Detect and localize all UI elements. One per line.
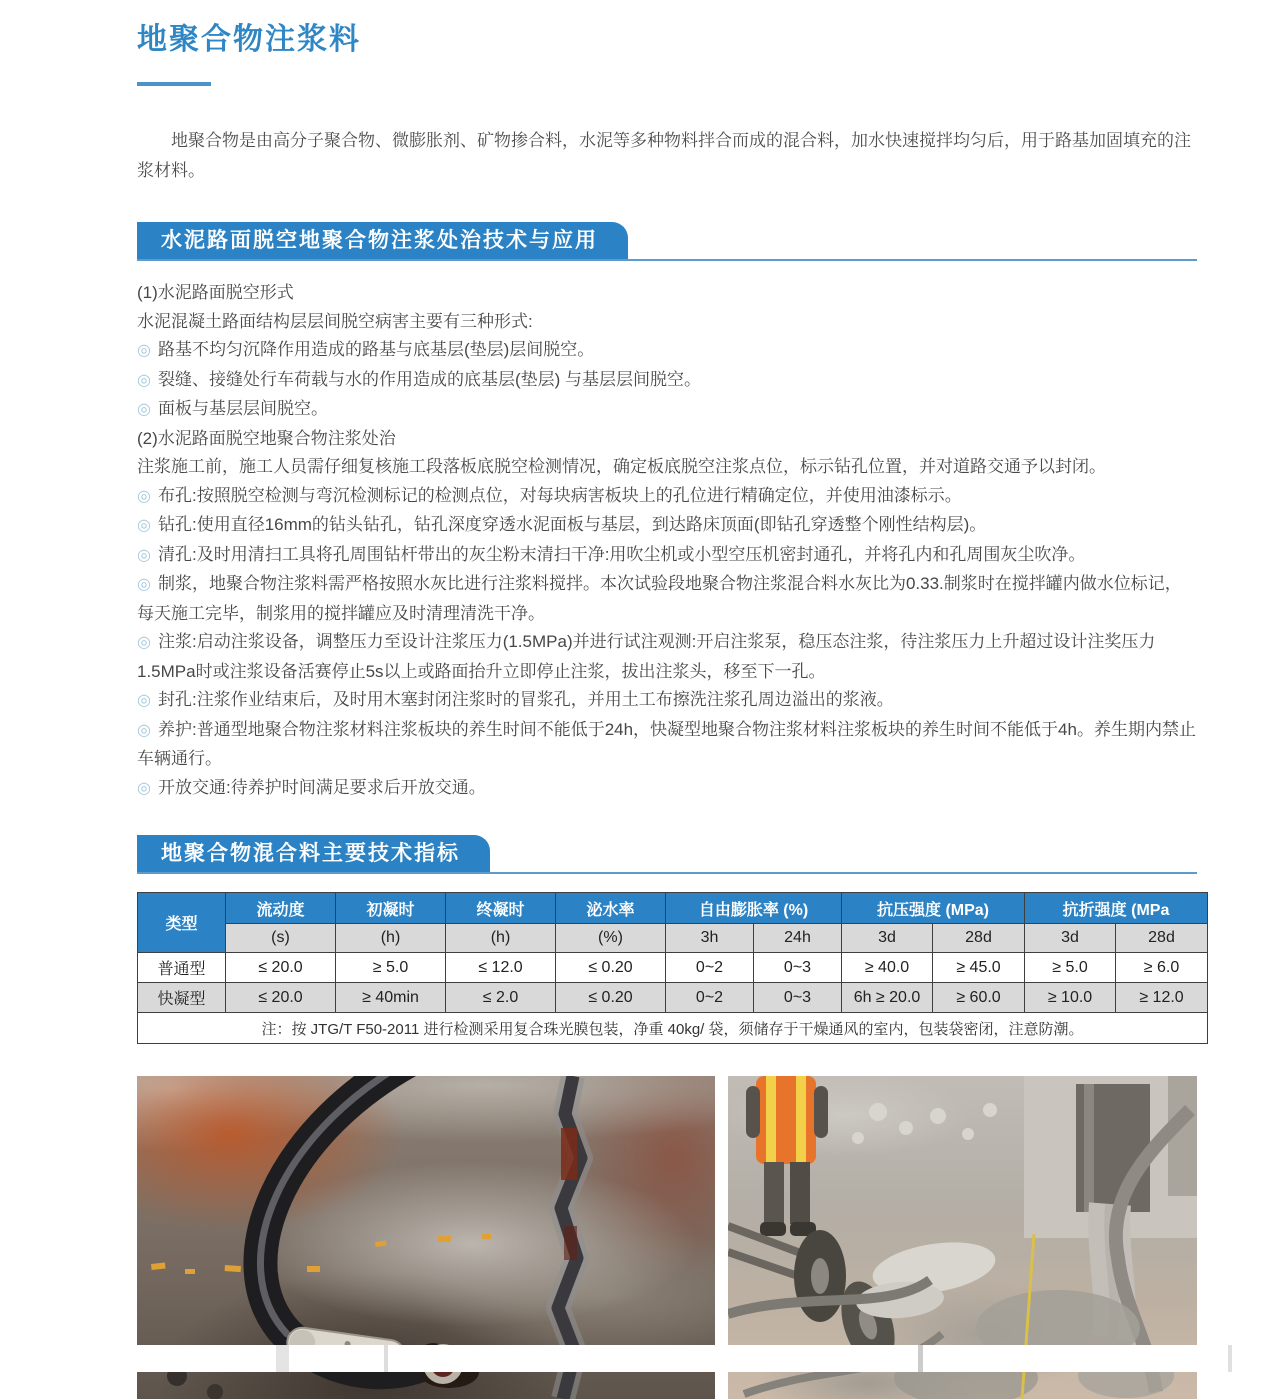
table-cell: 0~3 bbox=[754, 983, 842, 1013]
section1-banner-rule bbox=[137, 224, 1197, 261]
ring-bullet-icon: ◎ bbox=[137, 371, 151, 389]
section1-body bbox=[137, 279, 1197, 803]
title-underline-dash bbox=[137, 82, 211, 86]
table-unit-cell: 3h bbox=[666, 924, 754, 953]
table-cell: 6h ≥ 20.0 bbox=[842, 983, 933, 1013]
ring-bullet-icon: ◎ bbox=[137, 546, 151, 564]
bullet-paragraph: ◎ 开放交通:待养护时间满足要求后开放交通。 bbox=[137, 777, 486, 797]
bullet-paragraph: ◎ 清孔:及时用清扫工具将孔周围钻杆带出的灰尘粉末清扫干净:用吹尘机或小型空压机密封通孔，并将孔内和孔周围灰尘吹净。 bbox=[137, 544, 1086, 564]
bullet-paragraph: ◎ 路基不均匀沉降作用造成的路基与底基层(垫层)层间脱空。 bbox=[137, 340, 595, 359]
table-unit-cell: 28d bbox=[1116, 924, 1208, 953]
table-cell: ≥ 12.0 bbox=[1116, 983, 1208, 1013]
table-cell: ≥ 45.0 bbox=[933, 953, 1025, 983]
table-header-cell: 泌水率 bbox=[556, 893, 666, 924]
table-row-rapid-setting-type bbox=[138, 983, 1208, 1013]
table-unit-cell: (s) bbox=[226, 924, 336, 953]
row-label: 普通型 bbox=[138, 953, 226, 983]
table-unit-cell: 3d bbox=[1025, 924, 1116, 953]
table-cell: 0~2 bbox=[666, 953, 754, 983]
table-note: 注：按 JTG/T F50-2011 进行检测采用复合珠光膜包装，净重 40kg/ 袋，须储存于干燥通风的室内，包装袋密闭，注意防潮。 bbox=[138, 1013, 1208, 1044]
table-header-cell: 自由膨胀率 (%) bbox=[666, 893, 842, 924]
bullet-paragraph: ◎ 面板与基层层间脱空。 bbox=[137, 399, 328, 418]
ring-bullet-icon: ◎ bbox=[137, 487, 151, 505]
table-note-row bbox=[138, 1013, 1208, 1044]
table-cell: ≤ 12.0 bbox=[446, 953, 556, 983]
table-cell: 0~3 bbox=[754, 953, 842, 983]
cutoff-artifact bbox=[918, 1345, 923, 1372]
table-cell: ≤ 0.20 bbox=[556, 953, 666, 983]
table-unit-cell: (h) bbox=[336, 924, 446, 953]
bullet-paragraph: ◎ 养护:普通型地聚合物注浆材料注浆板块的养生时间不能低于24h，快凝型地聚合物注浆材料注浆板块的养生时间不能低于4h。养生期内禁止车辆通行。 bbox=[137, 719, 1196, 768]
table-cell: ≥ 5.0 bbox=[336, 953, 446, 983]
ring-bullet-icon: ◎ bbox=[137, 576, 151, 593]
bullet-paragraph: ◎ 裂缝、接缝处行车荷载与水的作用造成的底基层(垫层) 与基层层间脱空。 bbox=[137, 369, 702, 389]
bullet-paragraph: ◎ 布孔:按照脱空检测与弯沉检测标记的检测点位，对每块病害板块上的孔位进行精确定位，并使用油漆标示。 bbox=[137, 485, 962, 505]
table-cell: ≤ 2.0 bbox=[446, 983, 556, 1013]
page-title: 地聚合物注浆料 bbox=[137, 23, 361, 56]
table-header-cell: 终凝时 bbox=[446, 893, 556, 924]
ring-bullet-icon: ◎ bbox=[137, 517, 151, 534]
body-paragraph: 注浆施工前，施工人员需仔细复核施工段落板底脱空检测情况，确定板底脱空注浆点位，标示钻孔位置，并对道路交通予以封闭。 bbox=[137, 457, 1106, 476]
page-bottom-strip bbox=[0, 1345, 1280, 1372]
bullet-paragraph: ◎ 制浆，地聚合物注浆料需严格按照水灰比进行注浆料搅拌。本次试验段地聚合物注浆混合料水灰比为0.33.制浆时在搅拌罐内做水位标记，每天施工完毕，制浆用的搅拌罐应及时清理清洗干净。 bbox=[137, 574, 1182, 623]
table-cell: ≤ 20.0 bbox=[226, 983, 336, 1013]
cutoff-artifact bbox=[276, 1345, 289, 1372]
table-cell: ≥ 40min bbox=[336, 983, 446, 1013]
table-cell: ≤ 0.20 bbox=[556, 983, 666, 1013]
ring-bullet-icon: ◎ bbox=[137, 401, 151, 418]
table-header-type: 类型 bbox=[138, 893, 226, 953]
ring-bullet-icon: ◎ bbox=[137, 779, 151, 797]
section2-heading-banner: 地聚合物混合料主要技术指标 bbox=[137, 835, 490, 872]
cutoff-artifact bbox=[1228, 1345, 1232, 1372]
page-content bbox=[137, 0, 1197, 1399]
table-cell: 0~2 bbox=[666, 983, 754, 1013]
bullet-paragraph: ◎ 注浆:启动注浆设备，调整压力至设计注浆压力(1.5MPa)并进行试注观测:开启注浆泵，稳压态注浆，待注浆压力上升超过设计注奖压力1.5MPa时或注浆设备活赛停止5s以上或路面抬升立即停止注浆，拔出注浆头，移至下一孔。 bbox=[137, 632, 1156, 681]
ring-bullet-icon: ◎ bbox=[137, 634, 151, 651]
intro-paragraph: 地聚合物是由高分子聚合物、微膨胀剂、矿物掺合料，水泥等多种物料拌合而成的混合料，加水快速搅拌均匀后，用于路基加固填充的注浆材料。 bbox=[137, 131, 1191, 180]
table-header-cell: 抗压强度 (MPa) bbox=[842, 893, 1025, 924]
table-unit-cell: (h) bbox=[446, 924, 556, 953]
table-cell: ≥ 6.0 bbox=[1116, 953, 1208, 983]
table-header-cell: 抗折强度 (MPa bbox=[1025, 893, 1208, 924]
ring-bullet-icon: ◎ bbox=[137, 721, 151, 739]
table-unit-cell: 3d bbox=[842, 924, 933, 953]
cutoff-artifact bbox=[384, 1345, 388, 1372]
body-paragraph: (1)水泥路面脱空形式 bbox=[137, 283, 294, 302]
table-header-cell: 流动度 bbox=[226, 893, 336, 924]
table-unit-cell: 28d bbox=[933, 924, 1025, 953]
table-cell: ≥ 5.0 bbox=[1025, 953, 1116, 983]
technical-specs-table bbox=[137, 892, 1208, 1044]
row-label: 快凝型 bbox=[138, 983, 226, 1013]
table-cell: ≥ 10.0 bbox=[1025, 983, 1116, 1013]
bullet-paragraph: ◎ 钻孔:使用直径16mm的钻头钻孔，钻孔深度穿透水泥面板与基层，到达路床顶面(即钻孔穿透整个刚性结构层)。 bbox=[137, 515, 987, 534]
section2-banner-rule bbox=[137, 837, 1197, 874]
section1-heading-banner: 水泥路面脱空地聚合物注浆处治技术与应用 bbox=[137, 222, 628, 259]
table-unit-cell: (%) bbox=[556, 924, 666, 953]
body-paragraph: 水泥混凝土路面结构层层间脱空病害主要有三种形式: bbox=[137, 311, 533, 331]
bullet-paragraph: ◎ 封孔:注浆作业结束后，及时用木塞封闭注浆时的冒浆孔，并用土工布擦洗注浆孔周边溢出的浆液。 bbox=[137, 690, 894, 709]
ring-bullet-icon: ◎ bbox=[137, 692, 151, 709]
table-cell: ≥ 60.0 bbox=[933, 983, 1025, 1013]
body-paragraph: (2)水泥路面脱空地聚合物注浆处治 bbox=[137, 428, 396, 448]
table-row-ordinary-type bbox=[138, 953, 1208, 983]
table-unit-cell: 24h bbox=[754, 924, 842, 953]
table-cell: ≤ 20.0 bbox=[226, 953, 336, 983]
table-cell: ≥ 40.0 bbox=[842, 953, 933, 983]
table-header-cell: 初凝时 bbox=[336, 893, 446, 924]
ring-bullet-icon: ◎ bbox=[137, 342, 151, 359]
